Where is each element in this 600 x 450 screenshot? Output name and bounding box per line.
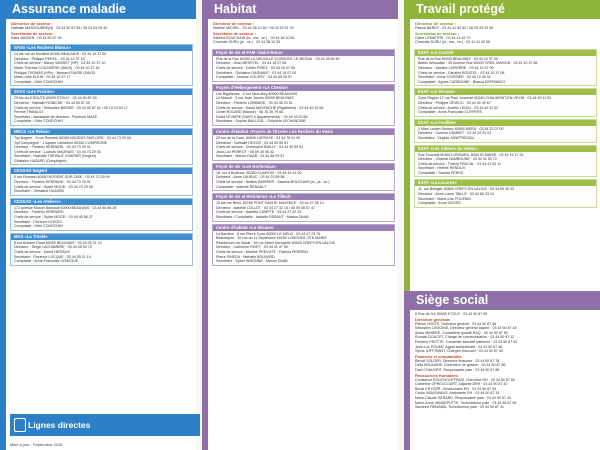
contact-line: Beauséjour · 10 rue du 11 Septembre 60160 LONGUEIL-STE-MARIE	[216, 236, 327, 241]
contact-line: Chefs de service : Sylvie MOOD · 03 44 45 86 27	[14, 215, 93, 220]
service-title: ESAT «La Feuillée»	[415, 120, 596, 126]
service-section	[10, 128, 193, 166]
sector-direction	[208, 19, 398, 47]
service-title: SAVS «Les Rochers Blancs»	[11, 45, 192, 51]
contact-line: Le Manoir · 3 rue Jean Jaurès 60000 BEAUVAIS	[216, 96, 294, 101]
contact-line: Tipi Compiègne · 1 square Lamartine 60200 COMPIEGNE	[14, 140, 108, 145]
contact-line: Chefs de service : Christophe BAILLY · 03 44 49 59 54	[216, 145, 304, 150]
contact-line: Jean-Luc PERROT · 06 09 30 06 32	[216, 149, 274, 154]
banner-habitat: Habitat	[208, 0, 398, 19]
contact-line: Chefs de service : Martine PREVOST · Patricia PERREIN	[216, 250, 309, 254]
siege-contact-line: Sébastien LEMOINE, Directeur général adjoint · 03 44 50 87 48	[415, 326, 517, 331]
contact-line: Secrétaire : Ghislaine GAGNANT · 03 44 15 07 00	[216, 70, 297, 75]
contact-line: 1 Mise Loubet Seriaux 60600 MERU · 03 44 22 07 00	[418, 126, 504, 131]
contact-line: Directeur : Chantal DAMBOUNE · 03 44 41 52 72	[418, 157, 497, 162]
contact-line: Chefs de service : Caroline BOISTEL · 03 44 10 37 06	[418, 70, 505, 75]
contact-line: Atelier délocalisé : 35 Avenue Rue 60000 CREIL MAISON · 03 44 10 37 86	[418, 61, 538, 66]
service-title: ESAT «Le Sécane»	[415, 89, 596, 95]
siege-contact-line: Anaïs MINIÈRE, Conseillère qualité RAQ · 03 44 50 87 60	[415, 330, 508, 335]
contact-line: Philippe THOMAS (HPo) · Bernard FAURE (SAVS)	[14, 70, 96, 75]
secretariat-line-2: Charlotte DURU (lu., ma., ve.) · 03 44 41 62 68	[415, 40, 491, 45]
secretariat-label: Secrétaire de secteur :	[213, 30, 256, 36]
sector-direction	[410, 19, 600, 47]
contact-line: Chefs de service : David MAYENCHE (Rigalleries) · 03 44 45 19 55	[216, 105, 324, 110]
contact-line: Secrétaire : Ghislaine HAZARD	[14, 189, 65, 194]
column-assurance-maladie	[0, 0, 196, 450]
service-section	[10, 44, 193, 86]
contact-line: Directeur : Philippe GRISCO · 03 44 49 49 67	[418, 100, 491, 105]
contact-line: Rue de la Rue 60000 BEAUVAIS · 03 44 10 37 00	[418, 56, 498, 61]
service-title: ESAT «La Lucarne»	[415, 180, 596, 186]
service-section	[414, 49, 597, 87]
service-section	[10, 88, 193, 126]
contact-line: Secrétaire : Sylvie SIMONNE · Marion DAAB	[216, 259, 288, 264]
contact-line: Secrétaire : Virginie JANFFRECAU	[418, 135, 475, 140]
contact-line: Comptable : Agnès CARBONNE · Bianca DEFRANCO	[418, 79, 506, 84]
service-section	[212, 84, 395, 126]
siege-address: 6 Rue de l'Ur 60000 ETOUY · 03 44 50 87 00	[415, 312, 488, 316]
secretariat-label: Secrétariat de secteur :	[11, 30, 56, 36]
contact-line: Comptable : Ortie COURCHAY	[14, 119, 64, 124]
contact-line: 29 bis du 8 ROUTE 60000 ETOUY · 03 44 50 87 00	[14, 96, 97, 101]
contact-line: Chefs de service : Sébastien BIESSE · 03 44 50 87 01 / 06 10 23 63 17	[14, 105, 128, 110]
banner-siege-social: Siège social	[410, 291, 600, 310]
service-section	[414, 119, 597, 143]
siege-contact-line: Constance BOUCHOUFFRAIS, Directrice RH · 03 44 50 87 89	[415, 377, 515, 382]
contact-line: Comptable : Sandra PENCE	[418, 170, 464, 175]
contact-line: Secrétaire : Florence LEGOIX	[14, 219, 62, 224]
contact-line: Secrétaire : Anne COISSIER · 03 44 12 45 51	[418, 75, 491, 80]
service-title: CESSAD «Les Ateliers»	[11, 199, 192, 205]
contact-line: 20 rue de la Gare, 60690 LAFRAYE · 03 44 78 91 90	[216, 135, 301, 140]
director-line: Nathalie MASSOUBRE(N) · 03 44 50 87 84 / 06 03 54 09 40	[11, 26, 108, 30]
contact-line: Directeur : Frédéric LOMBARD · 03 44 45 20 51	[216, 100, 293, 105]
siege-contact-line: Jean-Luc POUMY, Agent administratif · 03 44 50 87 48	[415, 344, 503, 349]
contact-line: Secrétaire : Sophie BAILLEUL · Delphine LECHANOINE	[216, 119, 306, 124]
contact-line: Comptable : Isabelle RENAULT	[216, 184, 267, 189]
service-title: MECS «Le Relais»	[11, 129, 192, 135]
contact-line: Marie-Thérèse COUSSIERE (SAVS) · 03 44 10 37 16	[14, 65, 100, 70]
contact-line: 8 rue Antoine Parat 60000 BEAUVAIS · 03 44 05 21 10	[14, 240, 102, 245]
contact-line: Zone Region 17 rue Paul Jouvenet 60240 CHAUMONT-EN-VEXIN · 03 44 49 11 00	[418, 96, 552, 101]
service-section	[10, 198, 193, 231]
contact-line: 15 bis rue Bénil, 60780 PONT SAINTE MAXENCE · 03 44 27 58 10	[216, 201, 324, 206]
banner-travail-protege: Travail protégé	[410, 0, 600, 19]
siege-contact-line: Cécile NUNGWANG, Assistante RH · 03 44 50 87 34	[415, 391, 500, 396]
siege-contact-line: Patrick HOSTE, Directeur général · 03 44 50 87 48	[415, 321, 497, 326]
contact-line: 172 avenue Marcel Dassault 60000 BEAUVAIS · 03 44 45 86 28	[14, 205, 117, 210]
contact-line: Rue Foucault 60160 LONGUEIL-SAINTE-MARIE · 03 44 41 17 34	[418, 152, 524, 157]
contact-line: Lionel ROLAND (Manoir) · 06 75 30 79 66	[216, 110, 284, 115]
contact-line: Secrétaire / Comptable : Isabelle REBAUT · Marion DAAB	[216, 215, 309, 220]
service-section	[414, 88, 597, 116]
column-habitat	[202, 0, 398, 450]
secretariat-line: Sabrina BOUCHAIN (lu., ma., ve.) · 03 44 36 10 50	[213, 35, 295, 40]
siege-contact-line: Sylvie JOFFRIANT, Chargée d'accueil · 03 44 50 87 40	[415, 349, 503, 354]
service-title: Centre d'Habitat «Foyers de l'Ecole» Les Rochers du Vexin	[213, 129, 394, 135]
siege-group-label: Ressources Humaines	[415, 372, 458, 378]
service-title: Centre d'habitat «Le Sécane»	[213, 225, 394, 231]
contact-line: Secrétaire : Nathalie THEVAUT CHAPIER (Nogent)	[14, 154, 96, 159]
contact-line: Directeur : Anne-Laure TAILLE · 03 44 80 33 24	[418, 192, 494, 197]
contact-line: Chefs de service : Cédric PIREZ · 03 44 15 07 09	[216, 65, 295, 70]
contact-line: Chefs de service : Sylvie MOOD · 03 44 73 29 08	[14, 184, 93, 189]
contact-line: Comptable : Ortie COURCHAY	[14, 79, 64, 84]
service-section	[212, 224, 395, 266]
contact-line: Chefs de service : Nancy VAISSET (HP) · 03 44 10 37 10	[14, 61, 106, 66]
siege-contact-line: Bertie KRYGER, Gestionnaire RH · 03 44 50 87 54	[415, 386, 497, 391]
contact-line: Ghislaine HAZARD (Compiègne)	[14, 158, 67, 163]
contact-line: Directeur : Frédéric HERRARD · 03 44 73 29 01	[14, 145, 91, 150]
contact-line: Comptable : Josiane COUSSY · 03 44 65 09 57	[216, 75, 293, 80]
contact-line: Les Rigalleries · 2 rue Nina Abry 60000 BEAUVAIS	[216, 91, 298, 96]
director-label: Directrice de secteur :	[11, 21, 54, 26]
contact-line: Chefs de service : Aurélie LELEU · 03 44 49 11 02	[418, 105, 499, 110]
contact-line: La Barrière · 8 rue Pierre Curie 60000 LE MEUX · 03 44 47 23 75	[216, 231, 321, 236]
contact-line: Comptable : Anne-Françoise CUYPERS	[418, 110, 482, 115]
secretariat-line: Katia JANSEN · 03 44 50 87 94	[11, 35, 62, 40]
contact-line: Directeur : Corinne DEMBET · 03 44 22 02 03	[418, 131, 492, 136]
contact-line: Directeur : Martine LAPIERRE · 03 44 10 37 09	[418, 65, 494, 70]
service-section	[414, 179, 597, 207]
director-line: Martine MICHEL · 03 44 36 10 84 / 06 03 53 51 29	[213, 26, 294, 30]
director-line: Pascal BARDY · 03 44 41 62 62 / 06 03 25 29 08	[415, 26, 494, 30]
contact-line: Secrétaire : Marion DAAB · 03 44 65 09 57	[216, 154, 285, 159]
contact-line: Comptable : Ortie COURCHAY	[14, 224, 64, 229]
contact-line: Directeur : Isabelle COLLET · 03 44 27 32 15 / 06 09 58 57 47	[216, 205, 316, 210]
service-section	[414, 145, 597, 178]
service-title: Foyer de vie «Les Hortensias»	[213, 164, 394, 170]
siege-group-label: Finances et comptabilité	[415, 353, 462, 359]
service-title: Foyer de vie et Résidence «Le Tilleul»	[213, 194, 394, 200]
banner-assurance-maladie: Assurance maladie	[6, 0, 196, 19]
siege-body	[410, 310, 600, 412]
contact-line: Directrice : Nathalie DEVOS · 03 44 50 59 51	[216, 140, 289, 145]
service-section	[10, 167, 193, 195]
contact-line: Pierre PINEDA · Nathalie BOUVARD	[216, 254, 275, 259]
service-title: Foyer de vie et FAM «Saint-Roux»	[213, 50, 394, 56]
siege-contact-line: Catherine OPREUCOURT, Adjointe DRH · 03 44 50 87 42	[415, 382, 508, 387]
contact-line: Secrétaire : Hélène RENOUX	[418, 166, 466, 171]
secretariat-line: Claire LEMAITRE · 03 44 41 62 70	[415, 35, 471, 40]
contact-line: Directeur : Catherine RIVET · 03 44 41 47 60	[216, 245, 288, 250]
phone-directory-icon	[14, 418, 26, 432]
service-section	[212, 163, 395, 191]
contact-line: Secrétaire / assistante de direction : Florence MAZE	[14, 114, 98, 119]
sector-direction	[6, 19, 196, 42]
contact-line: Rue de la Rue 60390 LA NEUVILLE DOSMONT LE MESNIL · 03 44 35 60 60	[216, 56, 340, 61]
contact-line: Chefs de service : David HIERAUX	[14, 250, 70, 254]
siege-contact-line: Frédéric PROTTE, Conseiller sécurité bâtiment · 03 44 50 87 63	[415, 339, 518, 344]
contact-line: Chefs de service : Thierry FRUCAL · 03 44 41 52 11	[418, 161, 502, 166]
contact-line: 11, rue Belligier 60800 CREPY-EN-VALOIS · 03 44 89 35 33	[418, 187, 515, 192]
service-title: CESSAD Nogent	[11, 168, 192, 174]
service-title: MAS «La Trinité»	[11, 234, 192, 240]
service-title: ESAT «Le Courtil»	[415, 50, 596, 56]
service-title: SAVS «Les Prairies»	[11, 89, 192, 95]
contact-line: Chefs de service : Isabelle CAMPTE · 03 44 27 32 10	[216, 210, 302, 215]
secretariat-label: Secrétariat de secteur :	[415, 30, 460, 36]
contact-line: Comptable : Anne-Françoise LENOGUE	[14, 259, 79, 264]
contact-line: Marie-José KLEIN · 03 44 10 37 17	[14, 75, 71, 80]
contact-line: 9 rue Rommel 60180 NOGENT-SUR-OISE · 03 44 73 29 09	[14, 175, 110, 180]
service-section	[10, 233, 193, 266]
footer-lignes-directes	[10, 414, 200, 436]
service-section	[212, 128, 395, 161]
siege-contact-line: Dani CHAUVRIT, Responsable paie · 03 44 50 87 88	[415, 367, 500, 372]
contact-line: Directeur : Philippe PEROL · 03 44 10 37 15	[14, 56, 85, 61]
siege-group-label: Direction générale	[415, 316, 450, 322]
contact-line: 14 bis rue du Moulinet 60180 BEAUVAIS · 03 44 10 37 00	[14, 52, 107, 57]
secretariat-line-2: Charlotte DURU (je., ve.) · 03 44 38 10 55	[213, 40, 281, 45]
contact-line: Directeur : Serge LACHAMBRE · 03 44 05 53 70	[14, 245, 92, 250]
edition-date: Mise à jour : Septembre 2016	[10, 442, 63, 447]
service-section	[212, 49, 395, 82]
footer-title: Lignes directes	[28, 420, 91, 430]
siege-contact-line: Romain DOUCET, Chargé de communication · 03 44 50 87 12	[415, 335, 515, 340]
siege-contact-line: Marie-Claude GERARD, Responsable paie · 03 44 50 87 43	[415, 395, 511, 400]
contact-line: Directeur : Jean MESSTEL · 03 44 15 07 08	[216, 61, 287, 66]
contact-line: David LEVAIRE (SAVS & Appartements) · 03 44 45 20 66	[216, 114, 308, 119]
contact-line: Perrine THIBAULT	[14, 110, 44, 115]
director-label: Directeur de secteur :	[415, 21, 457, 26]
contact-line: 18, rue d'Ardenne, 60280 CLAIROIX · 03 44 49 31 00	[216, 170, 302, 175]
siege-contact-line: Marie-Anne VANDEPUTTE, Technicienne paie · 03 44 50 87 56	[415, 400, 517, 405]
contact-line: Directeur : Frédéric HERRARD	[14, 210, 64, 215]
siege-social-block	[404, 291, 600, 450]
director-label: Directeur de secteur :	[213, 21, 255, 26]
contact-line: Chefs de service : Ludovic MAURAIS · 03 44 73 29 03	[14, 149, 101, 154]
contact-line: Chefs de service : Nadine BARRIER · Sabrina BOUCHAIN (lu., je., ve.)	[216, 180, 330, 185]
siege-contact-line: Delia BOUHANE, Contrôleur de gestion · 03 44 50 87 86	[415, 363, 506, 368]
contact-line: Directrice : Nathalie ROBICHE · 03 44 50 87 00	[14, 100, 90, 105]
service-section	[212, 193, 395, 221]
contact-line: Secrétaire : Marie-Lise FOUPAIN	[418, 196, 471, 201]
contact-line: Secrétaire : Florence LOCQUE · 03 44 05 21 14	[14, 254, 91, 259]
siege-contact-line: Sandrine REMAMA, Technicienne paie · 03 44 50 87 41	[415, 405, 505, 410]
contact-line: Résidences du Valois · 45 rue Albert Denoyelle 60000 CREPY-EN-VALOIS	[216, 240, 335, 245]
siege-contact-line: Benoit SOLDER, Directeur financier · 03 44 50 87 78	[415, 358, 500, 363]
service-title: ESAT «Les Ateliers du Valois»	[415, 146, 596, 152]
contact-line: Directeur : Anne LAURAC · 03 44 23 89 68	[216, 175, 285, 180]
service-title: Foyers d'Hébergement «Le Chemin»	[213, 85, 394, 91]
contact-line: Directeur : Frédéric HERRARD · 03 44 73 29 01	[14, 180, 91, 185]
contact-line: Comptable : Anne GROSS	[418, 201, 461, 206]
contact-line: Tipi Nogent · 9 rue Rommel 60180 NOGENT-SUR-OISE · 03 44 73 29 00	[14, 135, 131, 140]
